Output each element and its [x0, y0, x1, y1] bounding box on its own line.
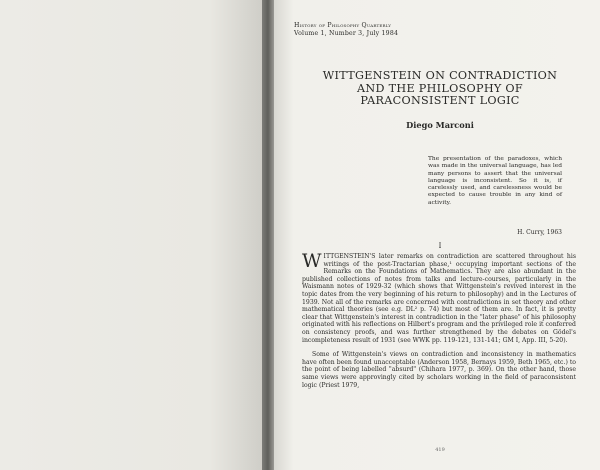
title-line: WITTGENSTEIN ON CONTRADICTION [322, 69, 558, 82]
right-page [274, 0, 600, 470]
drop-cap: W [302, 250, 322, 272]
epigraph-attribution: H. Curry, 1963 [517, 229, 562, 236]
journal-name: History of Philosophy Quarterly [294, 22, 392, 29]
body-paragraph [302, 250, 576, 344]
article-body [302, 250, 576, 389]
section-number: I [438, 242, 442, 250]
page-number: 419 [435, 447, 445, 453]
author-name: Diego Marconi [406, 120, 474, 130]
left-page [0, 0, 262, 470]
title-line: PARACONSISTENT LOGIC [360, 94, 520, 107]
book-gutter [262, 0, 274, 470]
title-line: AND THE PHILOSOPHY OF [357, 81, 523, 95]
paragraph-text: ITTGENSTEIN'S later remarks on contradiction are scattered throughout his writings of the post-Tractarian phase,¹ occupying important sections of the Remarks on the Foundations of Mathematics. They are also abundant in the published collections of notes from talks and lecture-courses, particularly in the Waismann notes of 1929-32 (which shows that Wittgenstein's revived interest in the topic dates from the very beginning of his return to philosophy) and in the Lectures of 1939. Not all of the remarks are concerned with contradictions in set theory and other mathematical theories (see e.g. DL² p. 74) but most of them are. In fact, it is pretty clear that Wittgenstein's interest in contradiction in the "later phase" of his philosophy originated with his reflections on Hilbert's program and the privileged role it conferred on consistency proofs, and was further strengthened by the debates on Gödel's incompleteness result of 1931 (see WWK pp. 119-121, 131-141; GM I, App. III, 5-20). [302, 253, 576, 344]
journal-issue: Volume 1, Number 3, July 1984 [294, 30, 399, 37]
article-title [294, 70, 586, 108]
epigraph-quote: The presentation of the paradoxes, which was made in the universal language, has led many persons to assert that the universal language is inconsistent. So it is, if carelessly used, and carelessness would be expected to cause trouble in any kind of activity. [428, 156, 562, 206]
body-paragraph: Some of Wittgenstein's views on contradiction and inconsistency in mathematics have often been found unacceptable (Anderson 1958, Bernays 1959, Beth 1965, etc.) to the point of being labelled "absurd" (Chihara 1977, p. 369). On the other hand, those same views were approvingly cited by scholars working in the field of paraconsistent logic (Priest 1979, [302, 351, 576, 389]
journal-header [294, 22, 398, 38]
